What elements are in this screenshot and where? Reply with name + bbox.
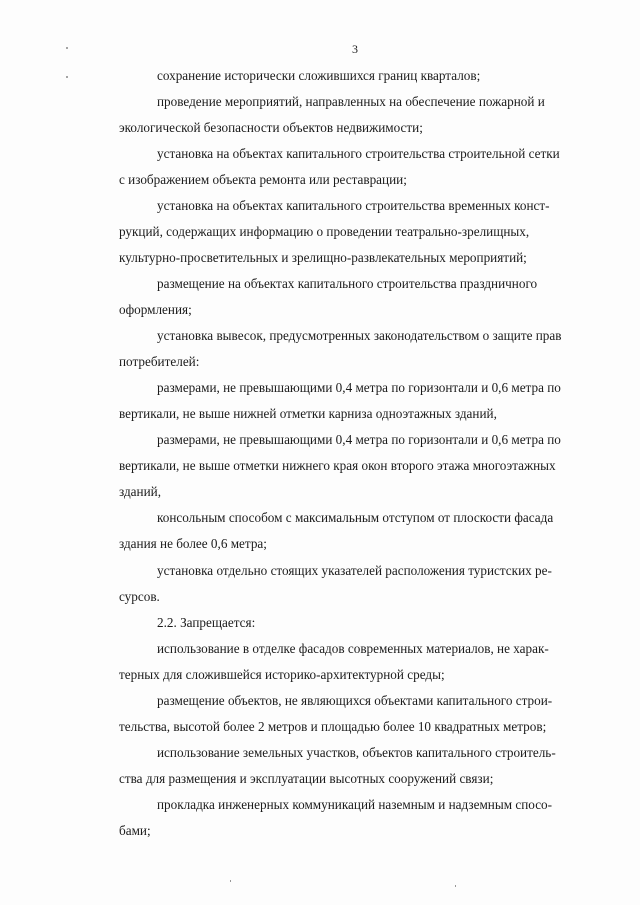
text-line: бами;	[119, 823, 151, 838]
scan-speck	[66, 47, 68, 49]
scan-speck	[230, 880, 231, 882]
text-line: ства для размещения и эксплуатации высотных сооружений связи;	[119, 771, 494, 786]
text-line: оформления;	[119, 302, 192, 317]
text-line: использование в отделке фасадов современных материалов, не харак-	[157, 641, 549, 656]
text-line: размещение объектов, не являющихся объектами капитального строи-	[157, 693, 553, 708]
text-line: с изображением объекта ремонта или реставрации;	[119, 172, 407, 187]
text-line: размерами, не превышающими 0,4 метра по горизонтали и 0,6 метра по	[157, 432, 561, 447]
text-line: установка вывесок, предусмотренных законодательством о защите прав	[157, 328, 562, 343]
text-line: проведение мероприятий, направленных на обеспечение пожарной и	[157, 94, 545, 109]
text-line: рукций, содержащих информацию о проведении театрально-зрелищных,	[119, 224, 530, 239]
text-line: терных для сложившейся историко-архитектурной среды;	[119, 667, 445, 682]
text-line: прокладка инженерных коммуникаций наземным и надземным спосо-	[157, 797, 553, 812]
text-line: установка отдельно стоящих указателей расположения туристских ре-	[157, 563, 552, 578]
page-number: 3	[352, 42, 358, 56]
text-line: сурсов.	[119, 589, 160, 604]
text-line: установка на объектах капитального строительства временных конст-	[157, 198, 550, 213]
text-line: вертикали, не выше отметки нижнего края окон второго этажа многоэтажных	[119, 458, 556, 473]
text-line: потребителей:	[119, 354, 200, 369]
text-line: экологической безопасности объектов недвижимости;	[119, 120, 423, 135]
text-line: культурно-просветительных и зрелищно-развлекательных мероприятий;	[119, 250, 527, 265]
text-line: размерами, не превышающими 0,4 метра по горизонтали и 0,6 метра по	[157, 380, 561, 395]
text-line: использование земельных участков, объектов капитального строитель-	[157, 745, 556, 760]
text-line: размещение на объектах капитального строительства праздничного	[157, 276, 538, 291]
scan-speck	[66, 76, 68, 78]
text-line: установка на объектах капитального строительства строительной сетки	[157, 146, 560, 161]
text-line: консольным способом с максимальным отступом от плоскости фасада	[157, 510, 554, 525]
text-line: здания не более 0,6 метра;	[119, 536, 267, 551]
scan-speck	[455, 885, 456, 887]
text-line: сохранение исторически сложившихся границ кварталов;	[157, 68, 481, 83]
text-line: вертикали, не выше нижней отметки карниза одноэтажных зданий,	[119, 406, 497, 421]
text-line: зданий,	[119, 484, 162, 499]
section-heading: 2.2. Запрещается:	[157, 615, 256, 630]
text-line: тельства, высотой более 2 метров и площадью более 10 квадратных метров;	[119, 719, 547, 734]
